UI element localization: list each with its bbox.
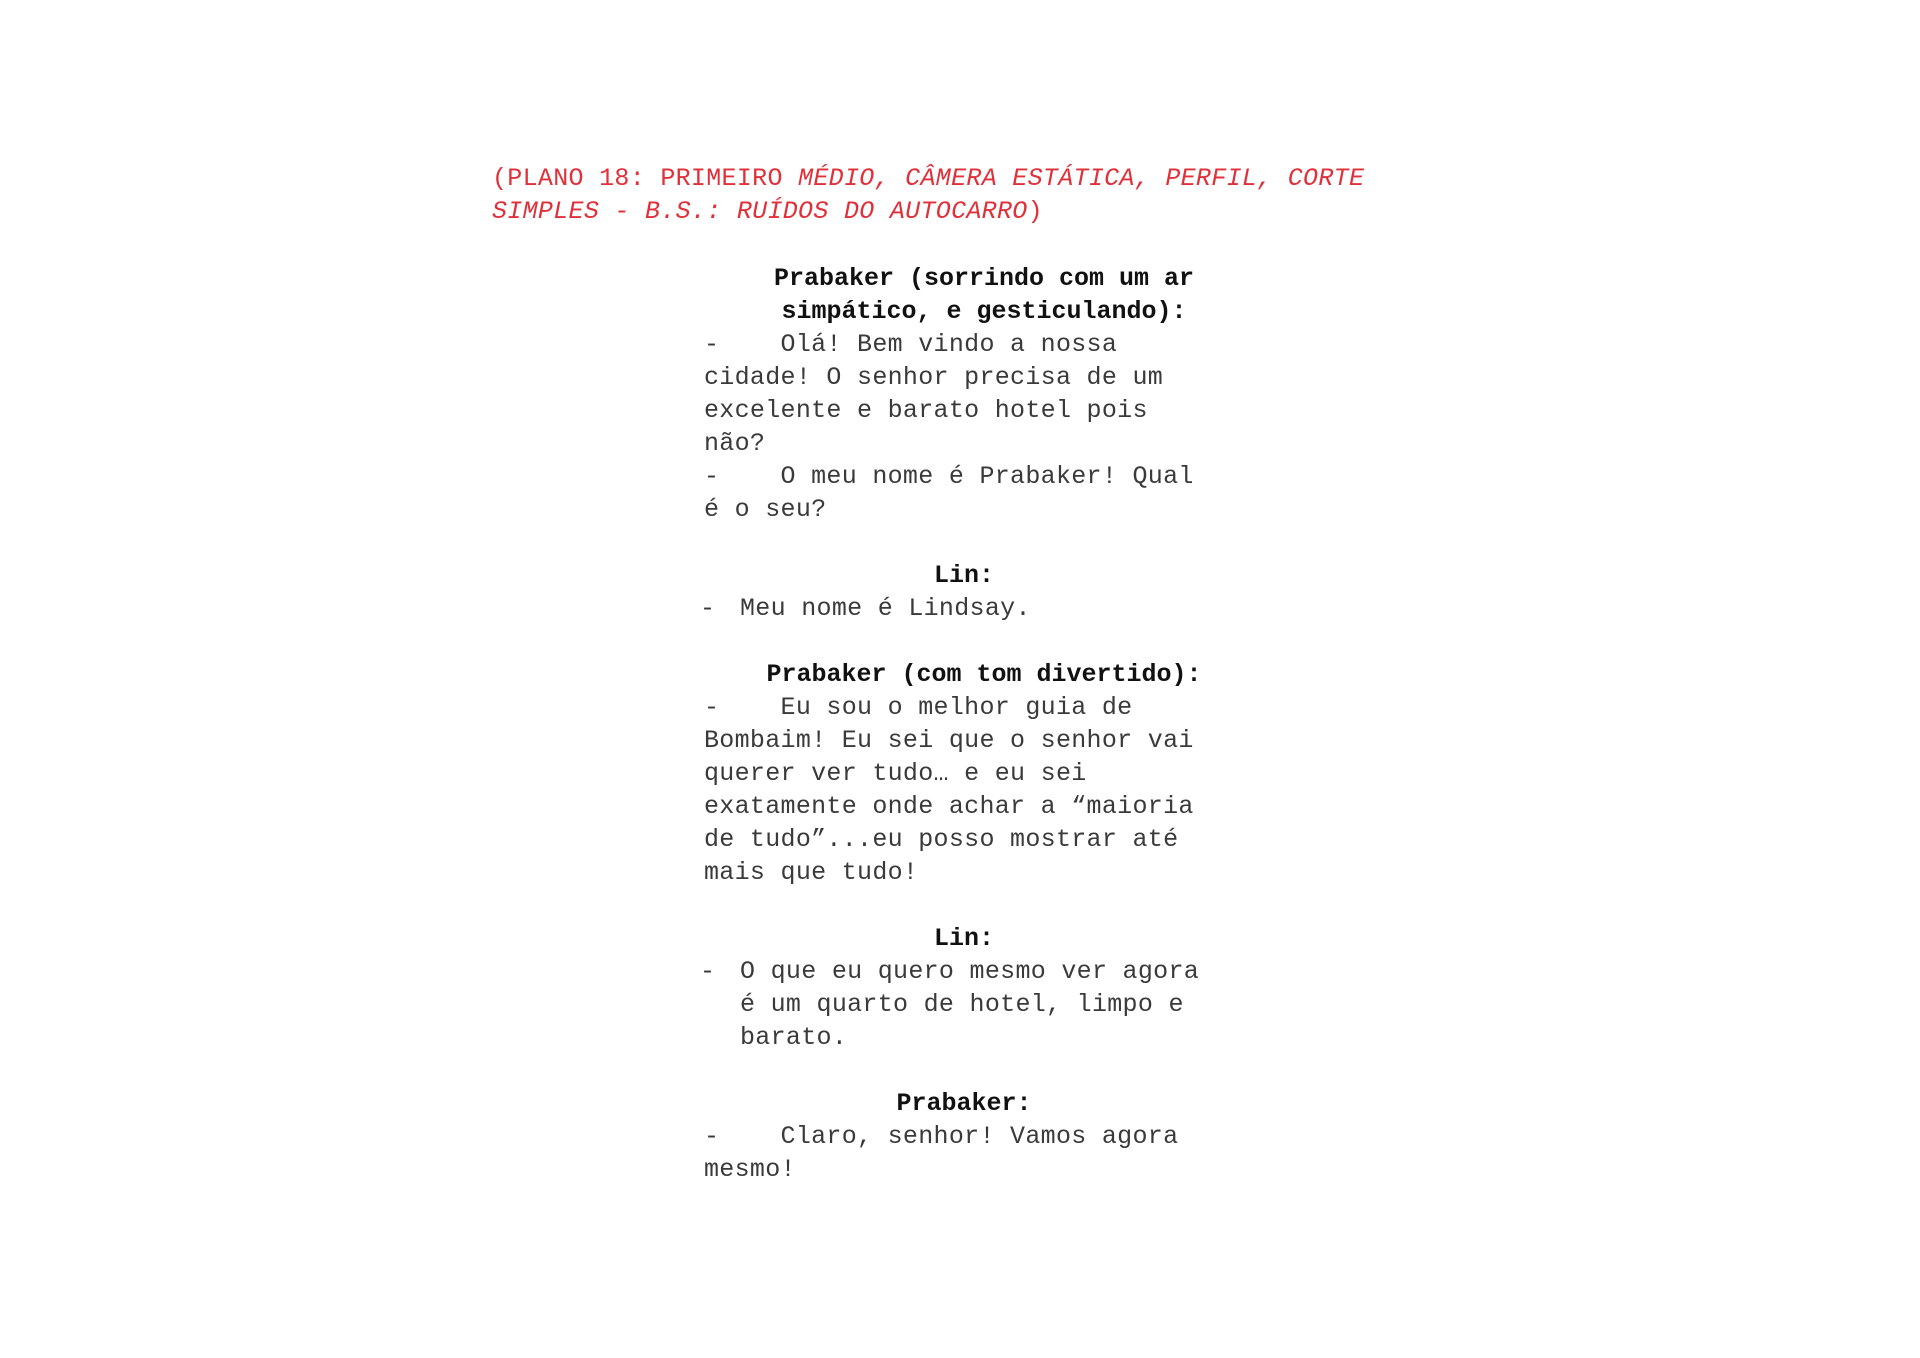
dialogue-dash: - [700, 957, 716, 986]
dialogue-line: barato. [740, 1023, 848, 1052]
dialogue-line: - Olá! Bem vindo a nossa [704, 330, 1118, 359]
speaker-name: Prabaker (sorrindo com um ar [773, 264, 1195, 293]
dialogue-line: excelente e barato hotel pois [704, 396, 1148, 425]
dialogue-line: Meu nome é Lindsay. [740, 594, 1031, 623]
dialogue-line: mesmo! [704, 1155, 796, 1184]
dialogue-line: Bombaim! Eu sei que o senhor vai [704, 726, 1194, 755]
speaker-name: Lin: [933, 924, 994, 953]
scene-direction-part1: (PLANO 18: PRIMEIRO [492, 164, 799, 193]
dialogue-line: O que eu quero mesmo ver agora [740, 957, 1200, 986]
dialogue-line: - O meu nome é Prabaker! Qual [704, 462, 1194, 491]
speaker-name: Prabaker: [896, 1089, 1032, 1118]
speaker-name: simpático, e gesticulando): [781, 297, 1187, 326]
speaker-name: Lin: [933, 561, 994, 590]
dialogue-line: - Eu sou o melhor guia de [704, 693, 1133, 722]
dialogue-line: cidade! O senhor precisa de um [704, 363, 1164, 392]
dialogue-line: de tudo”...eu posso mostrar até [704, 825, 1179, 854]
dialogue-line: é o seu? [704, 495, 827, 524]
dialogue-dash: - [700, 594, 716, 623]
dialogue-line: é um quarto de hotel, limpo e [740, 990, 1184, 1019]
dialogue-line: não? [704, 429, 766, 458]
dialogue-line: querer ver tudo… e eu sei [704, 759, 1087, 788]
scene-direction [492, 162, 1412, 228]
dialogue-line: - Claro, senhor! Vamos agora [704, 1122, 1179, 1151]
dialogue-line: exatamente onde achar a “maioria [704, 792, 1194, 821]
scene-direction-part4: ) [1027, 197, 1043, 226]
dialogue-line: mais que tudo! [704, 858, 919, 887]
scene-direction-part2: MÉDIO, CÂMERA ESTÁTICA, PERFIL, CORTE [798, 164, 1365, 193]
scene-direction-part3: SIMPLES - B.S.: RUÍDOS DO AUTOCARRO [492, 197, 1028, 226]
speaker-name: Prabaker (com tom divertido): [766, 660, 1202, 689]
